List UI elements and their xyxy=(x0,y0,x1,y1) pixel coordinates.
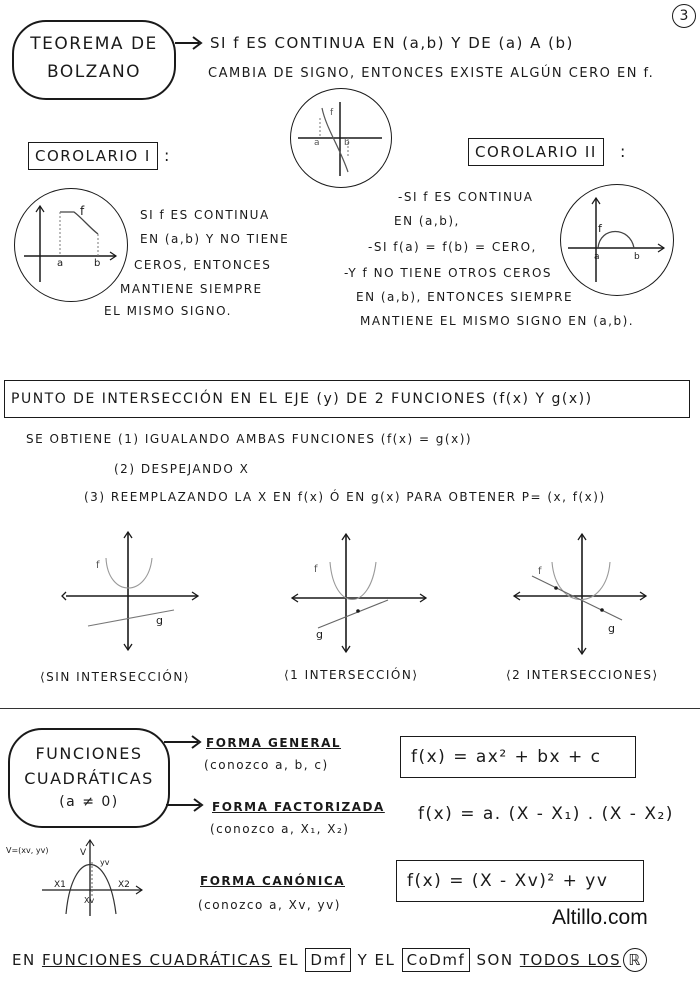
interseccion-graph-3-caption: ⟨2 INTERSECCIONES⟩ xyxy=(506,668,659,682)
interseccion-step2: (2) DESPEJANDO X xyxy=(114,462,250,476)
corolario2-colon: : xyxy=(620,142,626,161)
forma-canonica-name: FORMA CANÓNICA xyxy=(200,874,345,888)
bolzano-text-line1: SI f ES CONTINUA EN (a,b) Y DE (a) A (b) xyxy=(210,34,574,52)
corolario2-line-2: EN (a,b), xyxy=(394,214,460,228)
forma-factorizada-note: (conozco a, X₁, X₂) xyxy=(210,822,350,836)
bolzano-text-line2: CAMBIA DE SIGNO, ENTONCES EXISTE ALGÚN CERO EN f. xyxy=(208,66,655,81)
interseccion-graph-1-g: g xyxy=(156,614,163,627)
interseccion-title: PUNTO DE INTERSECCIÓN EN EL EJE (y) DE 2 FUNCIONES (f(x) Y g(x)) xyxy=(11,391,593,407)
corolario2-graph-a: a xyxy=(594,252,600,262)
interseccion-graph-2-g: g xyxy=(316,628,323,641)
corolario1-graph-f: f xyxy=(80,204,85,218)
footer-sentence xyxy=(12,948,647,972)
bolzano-title-line1: TEOREMA DE xyxy=(30,34,158,54)
interseccion-graph-3-f: f xyxy=(538,566,542,577)
footer-text-3: EL xyxy=(272,951,306,969)
bolzano-arrow xyxy=(175,36,205,50)
footer-text-4: Y EL xyxy=(351,951,402,969)
vertex-graph-v: V xyxy=(80,848,87,858)
corolario2-line-6: MANTIENE EL MISMO SIGNO EN (a,b). xyxy=(360,314,635,328)
corolario2-line-4: -Y f NO TIENE OTROS CEROS xyxy=(344,266,553,280)
corolario2-graph xyxy=(560,184,672,294)
bolzano-graph xyxy=(290,88,390,186)
interseccion-title-box xyxy=(4,380,690,418)
page-number-circle xyxy=(672,4,696,28)
vertex-graph-yv: yv xyxy=(100,858,110,867)
bolzano-title-line2: BOLZANO xyxy=(46,62,142,82)
interseccion-graph-1 xyxy=(62,528,202,658)
interseccion-graph-1-caption: ⟨SIN INTERSECCIÓN⟩ xyxy=(40,670,190,684)
corolario2-title-text: COROLARIO II xyxy=(475,143,597,161)
corolario1-line-5: EL MISMO SIGNO. xyxy=(104,304,232,318)
vertex-graph xyxy=(38,838,148,918)
forma-factorizada-formula: f(x) = a. (X - X₁) . (X - X₂) xyxy=(418,804,674,824)
interseccion-graph-3 xyxy=(510,530,650,660)
corolario1-title-text: COROLARIO I xyxy=(35,147,151,165)
section-divider xyxy=(0,708,700,709)
bolzano-title-cloud xyxy=(12,20,176,100)
interseccion-graph-1-f: f xyxy=(96,560,100,571)
corolario2-graph-f: f xyxy=(598,222,602,235)
cuadraticas-title-line1: FUNCIONES xyxy=(35,744,143,763)
bolzano-graph-b: b xyxy=(344,138,350,148)
vertex-graph-x1: X1 xyxy=(54,880,66,890)
vertex-graph-xv: Xv xyxy=(84,896,95,905)
interseccion-graph-2-f: f xyxy=(314,564,318,575)
corolario1-line-2: EN (a,b) Y NO TIENE xyxy=(140,232,290,246)
cuadraticas-arrow-general xyxy=(164,735,204,749)
forma-canonica-formula: f(x) = (X - Xv)² + yv xyxy=(407,871,609,891)
forma-canonica-note: (conozco a, Xv, yv) xyxy=(198,898,341,912)
footer-codmf: CoDmf xyxy=(402,948,471,972)
corolario1-line-4: MANTIENE SIEMPRE xyxy=(120,282,263,296)
footer-text-2: FUNCIONES CUADRÁTICAS xyxy=(41,951,273,969)
cuadraticas-arrow-factorizada xyxy=(166,798,206,812)
corolario1-line-1: SI f ES CONTINUA xyxy=(140,208,270,222)
forma-canonica-formula-box xyxy=(396,860,644,902)
vertex-graph-x2: X2 xyxy=(118,880,130,890)
cuadraticas-title-line2: CUADRÁTICAS xyxy=(24,769,154,788)
footer-dmf: Dmf xyxy=(305,948,351,972)
corolario1-graph-b: b xyxy=(94,258,101,269)
forma-factorizada-name: FORMA FACTORIZADA xyxy=(212,800,385,814)
footer-text-1: EN xyxy=(12,951,42,969)
interseccion-graph-2-caption: ⟨1 INTERSECCIÓN⟩ xyxy=(284,668,419,682)
forma-general-name: FORMA GENERAL xyxy=(206,736,342,750)
watermark: Altillo.com xyxy=(552,906,648,929)
corolario1-title xyxy=(28,142,158,170)
interseccion-step3: (3) REEMPLAZANDO LA X EN f(x) Ó EN g(x) PARA OBTENER P= (x, f(x)) xyxy=(84,490,606,504)
cuadraticas-title-line3: (a ≠ 0) xyxy=(59,794,119,810)
interseccion-graph-3-g: g xyxy=(608,622,615,635)
corolario2-line-1: -SI f ES CONTINUA xyxy=(398,190,534,204)
bolzano-graph-a: a xyxy=(314,138,320,148)
corolario1-graph xyxy=(14,188,126,300)
interseccion-step1: SE OBTIENE (1) IGUALANDO AMBAS FUNCIONES (f(x) = g(x)) xyxy=(26,432,473,446)
corolario2-line-5: EN (a,b), ENTONCES SIEMPRE xyxy=(356,290,574,304)
bolzano-graph-f: f xyxy=(330,108,334,118)
corolario2-graph-b: b xyxy=(634,252,640,262)
forma-general-formula: f(x) = ax² + bx + c xyxy=(411,747,602,767)
interseccion-graph-2 xyxy=(290,528,430,658)
corolario1-colon: : xyxy=(164,146,170,165)
corolario1-line-3: CEROS, ENTONCES xyxy=(134,258,272,272)
corolario1-graph-a: a xyxy=(57,258,64,269)
footer-text-6: TODOS LOS xyxy=(519,951,622,969)
footer-text-5: SON xyxy=(470,951,520,969)
corolario2-title xyxy=(468,138,604,166)
corolario2-line-3: -SI f(a) = f(b) = CERO, xyxy=(368,240,537,254)
footer-reals: ℝ xyxy=(623,948,647,972)
vertex-graph-v-label: V=(xv, yv) xyxy=(6,846,49,855)
forma-general-formula-box xyxy=(400,736,636,778)
forma-general-note: (conozco a, b, c) xyxy=(204,758,329,772)
cuadraticas-title-cloud xyxy=(8,728,170,828)
page-number: 3 xyxy=(679,8,689,24)
